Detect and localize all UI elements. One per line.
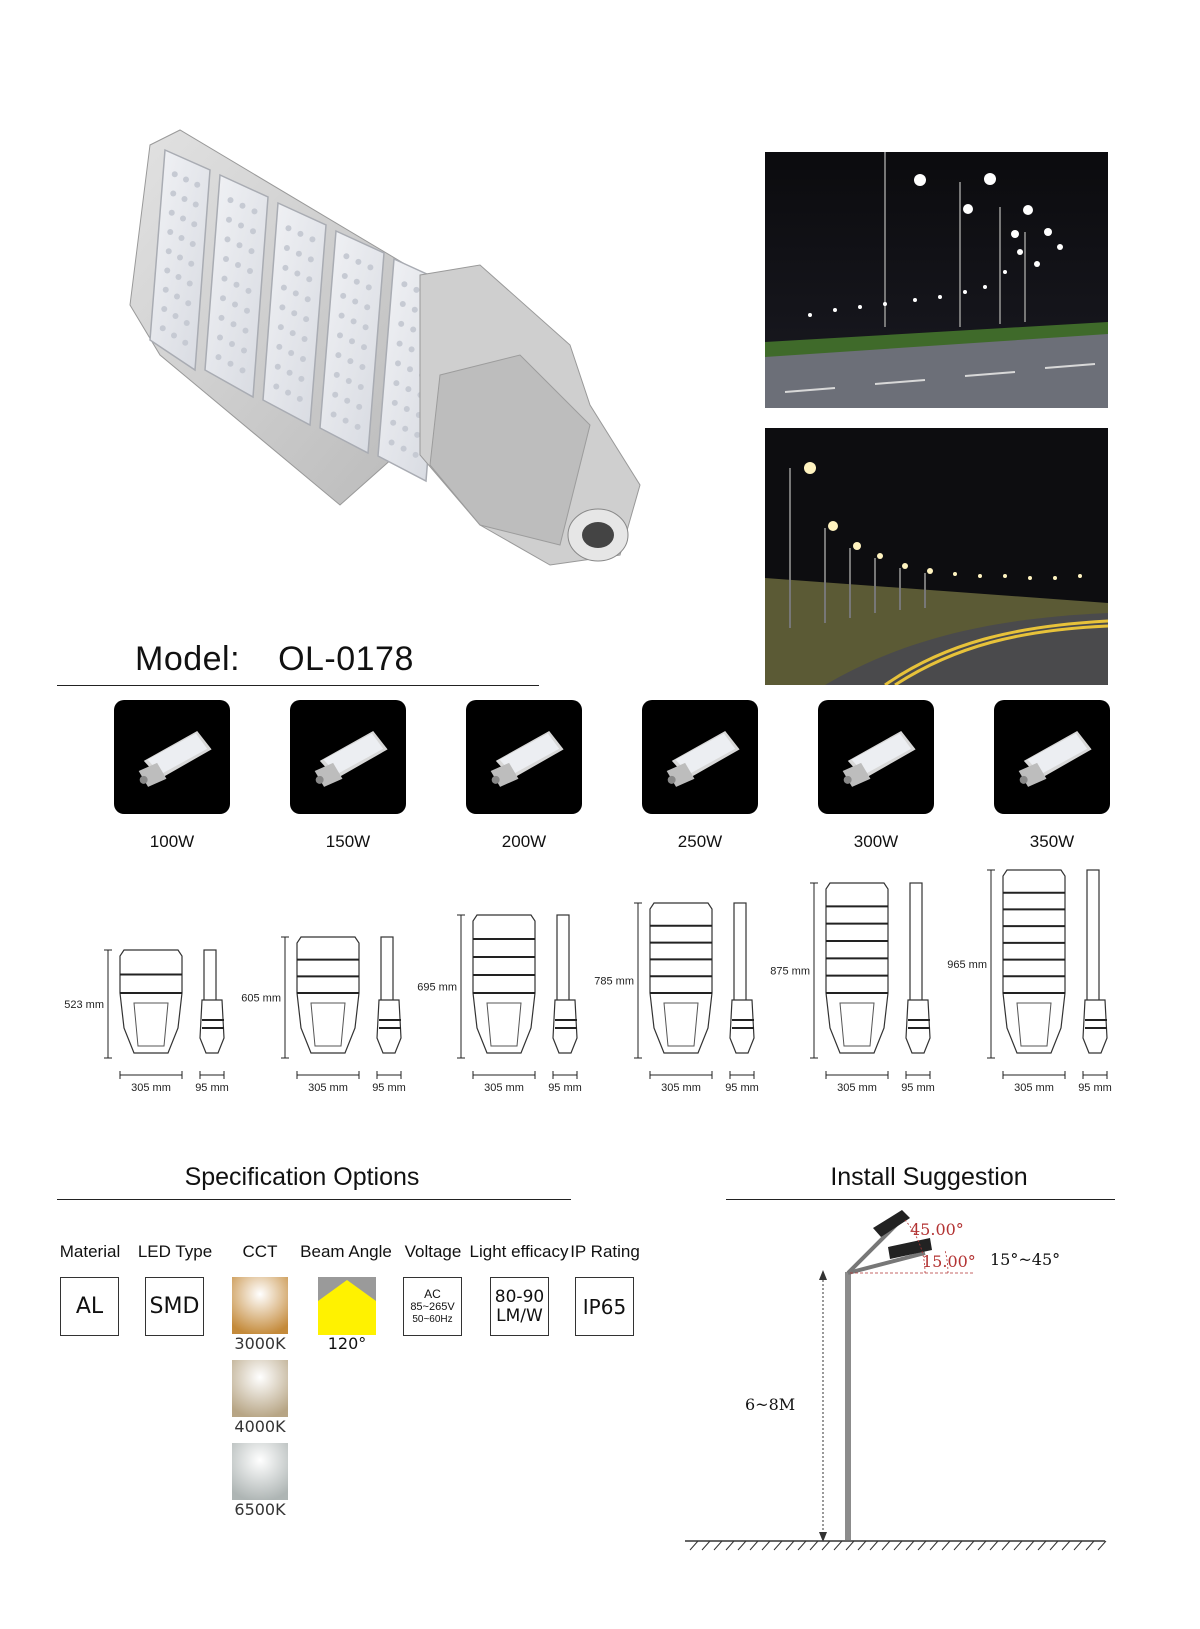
cct-swatch-3000k <box>232 1277 288 1334</box>
wattage-label: 100W <box>149 832 195 851</box>
voltage-box <box>403 1277 462 1336</box>
beam-angle-header: Beam Angle <box>300 1242 392 1261</box>
luminaire-front-outline <box>1003 870 1065 1053</box>
model-heading <box>135 640 414 679</box>
luminaire-front-outline <box>826 883 888 1053</box>
wattage-thumbnail <box>466 700 582 814</box>
luminaire-front-outline <box>297 937 359 1053</box>
efficacy-range: 80-90 <box>494 1286 545 1307</box>
luminaire-side-outline <box>1087 870 1099 1003</box>
efficacy-header: Light efficacy <box>469 1242 569 1261</box>
voltage-ac: AC <box>424 1286 441 1301</box>
angle-range-label: 15°~45° <box>990 1250 1061 1269</box>
wattage-label: 250W <box>677 832 723 851</box>
install-section-title: Install Suggestion <box>830 1163 1028 1191</box>
cct-swatch-6500k <box>232 1443 288 1500</box>
material-value: AL <box>75 1294 104 1319</box>
wattage-thumbnail <box>290 700 406 814</box>
depth-label: 95 mm <box>548 1082 582 1094</box>
dimension-drawings <box>0 860 1200 1110</box>
ip-rating-header: IP Rating <box>570 1242 640 1261</box>
luminaire-side-outline <box>381 937 393 1003</box>
voltage-header: Voltage <box>404 1242 462 1261</box>
road-curve-night-photo <box>765 428 1108 685</box>
wattage-thumbnail <box>994 700 1110 814</box>
angle-low-label: 15.00° <box>922 1252 976 1271</box>
luminaire-side-outline <box>734 903 746 1003</box>
wattage-label: 300W <box>853 832 899 851</box>
width-label: 305 mm <box>131 1082 171 1094</box>
depth-label: 95 mm <box>1078 1082 1112 1094</box>
width-label: 305 mm <box>484 1082 524 1094</box>
wattage-label: 200W <box>501 832 547 851</box>
voltage-frequency: 50~60Hz <box>412 1314 453 1326</box>
depth-label: 95 mm <box>725 1082 759 1094</box>
luminaire-side-outline <box>557 915 569 1003</box>
highway-night-photo <box>765 152 1108 408</box>
efficacy-unit: LM/W <box>496 1305 543 1326</box>
depth-label: 95 mm <box>372 1082 406 1094</box>
cct-header: CCT <box>242 1242 278 1261</box>
angle-high-label: 45.00° <box>910 1220 964 1239</box>
width-label: 305 mm <box>661 1082 701 1094</box>
height-label: 523 mm <box>64 999 104 1011</box>
height-label: 965 mm <box>947 959 987 971</box>
height-label: 605 mm <box>241 992 281 1005</box>
luminaire-front-outline <box>473 915 535 1053</box>
voltage-range: 85~265V <box>410 1301 455 1314</box>
beam-angle-value: 120° <box>327 1334 367 1353</box>
luminaire-front-outline <box>120 950 182 1053</box>
model-underline <box>57 685 539 686</box>
material-box <box>60 1277 119 1336</box>
spec-underline <box>57 1199 571 1200</box>
beam-angle-icon <box>318 1277 376 1335</box>
height-label: 875 mm <box>770 965 810 978</box>
wattage-thumbnail <box>642 700 758 814</box>
cct-swatch-4000k <box>232 1360 288 1417</box>
material-header: Material <box>59 1242 121 1261</box>
wattage-thumbnail <box>114 700 230 814</box>
efficacy-box <box>490 1277 549 1336</box>
height-label: 785 mm <box>594 975 634 988</box>
ip-rating-box <box>575 1277 634 1336</box>
led-type-box <box>145 1277 204 1336</box>
cct-label-4000k: 4000K <box>234 1417 286 1436</box>
wattage-thumbnail <box>818 700 934 814</box>
wattage-label: 350W <box>1029 832 1075 851</box>
ip-rating-value: IP65 <box>582 1294 627 1319</box>
height-label: 695 mm <box>417 981 457 994</box>
spec-section-title: Specification Options <box>184 1163 420 1191</box>
width-label: 305 mm <box>837 1082 877 1094</box>
luminaire-side-outline <box>910 883 922 1003</box>
install-underline <box>726 1199 1115 1200</box>
depth-label: 95 mm <box>195 1082 229 1094</box>
wattage-label: 150W <box>325 832 371 851</box>
width-label: 305 mm <box>308 1082 348 1094</box>
cct-label-6500k: 6500K <box>234 1500 286 1519</box>
depth-label: 95 mm <box>901 1082 935 1094</box>
model-number: OL-0178 <box>278 640 414 678</box>
led-type-header: LED Type <box>137 1242 213 1261</box>
luminaire-side-outline <box>204 950 216 1003</box>
mounting-height-label: 6~8M <box>745 1395 796 1414</box>
width-label: 305 mm <box>1014 1082 1054 1094</box>
led-type-value: SMD <box>149 1294 200 1319</box>
product-hero-image <box>120 125 680 595</box>
cct-label-3000k: 3000K <box>234 1334 286 1353</box>
model-label: Model: <box>135 640 241 678</box>
